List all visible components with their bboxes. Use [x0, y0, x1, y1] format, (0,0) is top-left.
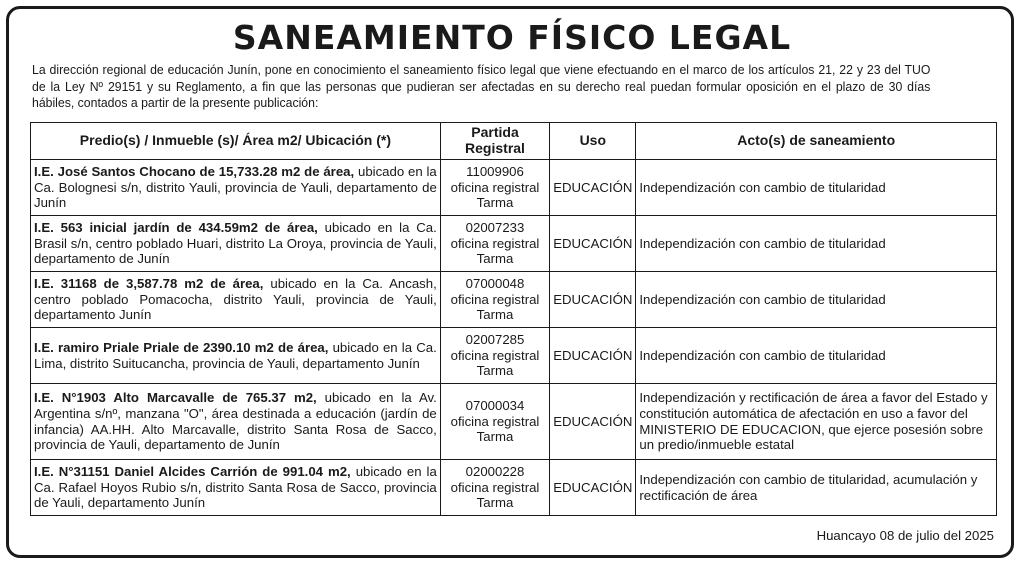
predio-name: I.E. ramiro Priale Priale de 2390.10 m2 de área, [34, 339, 329, 355]
cell-acto: Independización con cambio de titularidad [636, 160, 997, 216]
notice-title: SANEAMIENTO FÍSICO LEGAL [232, 18, 792, 57]
header-partida [440, 123, 549, 160]
cell-uso: EDUCACIÓN [550, 460, 636, 516]
cell-predio [31, 216, 441, 272]
predio-name: I.E. 563 inicial jardín de 434.59m2 de área, [34, 219, 318, 235]
cell-acto: Independización con cambio de titularidad, acumulación y rectificación de área [636, 460, 997, 516]
partida-office: oficina registral Tarma [450, 347, 540, 379]
table-header-row [31, 123, 997, 160]
header-acto: Acto(s) de saneamiento [636, 123, 997, 160]
cell-uso: EDUCACIÓN [550, 384, 636, 460]
predio-location: ubicado en la Av. Argentina s/nº, manzana "O", área destinada a educación (jardín de infancia) AA.HH. Alto Marcavalle, distrito Santa Rosa de Sacco, provincia de Yauli, departamento de Junín [34, 389, 437, 453]
partida-number: 11009906 [466, 163, 524, 179]
partida-office: oficina registral Tarma [450, 235, 540, 267]
cell-predio [31, 328, 441, 384]
table-row [31, 384, 997, 460]
partida-number: 02007285 [465, 331, 525, 347]
header-partida-line2: Registral [465, 140, 525, 156]
cell-acto: Independización con cambio de titularidad [636, 216, 997, 272]
partida-office: oficina registral Tarma [450, 179, 540, 211]
predio-location: ubicado en la Ca. Bolognesi s/n, distrito Yauli, provincia de Yauli, departamento de Junín [34, 163, 437, 211]
table-row [31, 272, 997, 328]
partida-number: 07000034 [465, 397, 525, 413]
cell-predio [31, 160, 441, 216]
cell-uso: EDUCACIÓN [550, 328, 636, 384]
predio-name: I.E. N°31151 Daniel Alcides Carrión de 991.04 m2, [34, 463, 351, 479]
partida-office: oficina registral Tarma [450, 479, 540, 511]
predio-name: I.E. N°1903 Alto Marcavalle de 765.37 m2, [34, 389, 317, 405]
table-row [31, 460, 997, 516]
cell-partida [440, 216, 549, 272]
cell-uso: EDUCACIÓN [550, 272, 636, 328]
cell-partida [440, 272, 549, 328]
cell-acto: Independización con cambio de titularidad [636, 272, 997, 328]
predio-location: ubicado en la Ca. Brasil s/n, centro poblado Huari, distrito La Oroya, provincia de Yauli, departamento de Junín [34, 219, 437, 267]
cell-acto: Independización y rectificación de área a favor del Estado y constitución automática de afectación en uso a favor del MINISTERIO DE EDUCACION, que ejerce posesión sobre un predio/inmueble estatal [636, 384, 997, 460]
cell-partida [440, 460, 549, 516]
cell-partida [440, 384, 549, 460]
predio-name: I.E. 31168 de 3,587.78 m2 de área, [34, 275, 264, 291]
partida-office: oficina registral Tarma [450, 291, 540, 323]
header-predio: Predio(s) / Inmueble (s)/ Área m2/ Ubicación (*) [31, 123, 441, 160]
predio-location: ubicado en la Ca. Rafael Hoyos Rubio s/n, distrito Santa Rosa de Sacco, provincia de Yauli, departamento Junín [34, 463, 437, 511]
cell-predio [31, 384, 441, 460]
header-uso: Uso [550, 123, 636, 160]
cell-uso: EDUCACIÓN [550, 216, 636, 272]
cell-acto: Independización con cambio de titularidad [636, 328, 997, 384]
cell-partida [440, 160, 549, 216]
predio-name: I.E. José Santos Chocano de 15,733.28 m2 de área, [34, 163, 355, 179]
intro-paragraph: La dirección regional de educación Junín, pone en conocimiento el saneamiento físico legal que viene efectuando en el marco de los artículos 21, 22 y 23 del TUO de la Ley Nº 29151 y su Reglamento, a fin que las personas que pudieran ser afectadas en su derecho real puedan formular oposición en el plazo de 30 días hábiles, contados a partir de la presente publicación: [32, 62, 931, 110]
partida-number: 02007233 [465, 219, 525, 235]
cell-predio [31, 460, 441, 516]
cell-uso: EDUCACIÓN [550, 160, 636, 216]
partida-number: 02000228 [465, 463, 525, 479]
cell-predio [31, 272, 441, 328]
table-row [31, 216, 997, 272]
predio-location: ubicado en la Ca. Lima, distrito Suitucancha, provincia de Yauli, departamento Junín [34, 339, 437, 371]
partida-office: oficina registral Tarma [450, 413, 540, 445]
table-row [31, 328, 997, 384]
header-partida-line1: Partida [471, 124, 519, 141]
saneamiento-table [30, 122, 997, 516]
table-row [31, 160, 997, 216]
date-footer: Huancayo 08 de julio del 2025 [816, 528, 994, 543]
partida-number: 07000048 [465, 275, 525, 291]
cell-partida [440, 328, 549, 384]
predio-location: ubicado en la Ca. Ancash, centro poblado Pomacocha, distrito Yauli, provincia de Yauli, departamento Junín [34, 275, 437, 323]
